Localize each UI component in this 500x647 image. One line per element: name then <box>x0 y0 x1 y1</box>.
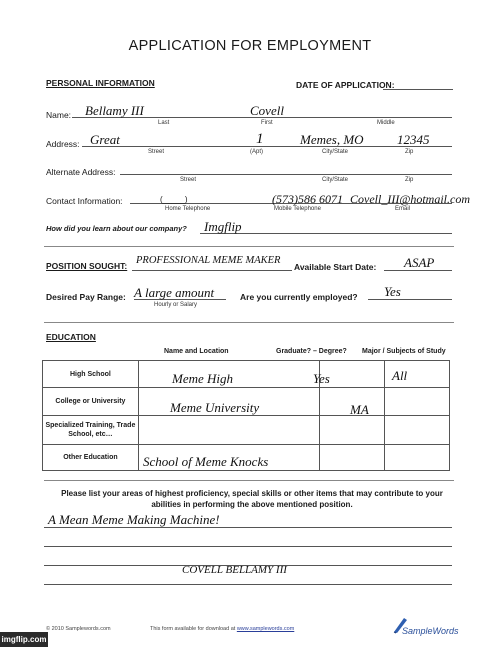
edu-high-school-grad: Yes <box>313 371 330 386</box>
apt-value: 1 <box>256 131 264 147</box>
how-learn-label: How did you learn about our company? <box>46 224 187 233</box>
position-heading: POSITION SOUGHT: <box>46 261 128 271</box>
pay-label: Desired Pay Range: <box>46 292 126 302</box>
edu-name-cell[interactable] <box>138 416 320 445</box>
email-sub: Email <box>395 206 411 212</box>
employed-line[interactable] <box>368 299 452 300</box>
name-last-sub: Last <box>158 120 170 126</box>
home-phone-blank: (_____) <box>160 195 188 204</box>
name-middle-sub: Middle <box>377 120 395 126</box>
mobile-value: (573)586 6071 <box>272 192 343 206</box>
start-date-label: Available Start Date: <box>294 262 377 272</box>
edu-row-label-text: College or University <box>55 398 126 405</box>
zip-sub: Zip <box>405 149 414 155</box>
edu-major-cell[interactable] <box>385 388 450 416</box>
section-divider <box>44 322 454 323</box>
proficiency-line[interactable] <box>44 584 452 585</box>
proficiency-line[interactable] <box>44 546 452 547</box>
mobile-sub: Mobile Telephone <box>274 206 321 212</box>
date-line[interactable] <box>383 89 453 90</box>
copyright-text: © 2010 Samplewords.com <box>46 626 111 632</box>
employed-label: Are you currently employed? <box>240 292 358 302</box>
name-first-sub: First <box>261 120 273 126</box>
edu-major-cell[interactable] <box>385 445 450 471</box>
pay-value: A large amount <box>134 285 215 300</box>
email-value: Covell_III@hotmail.com <box>350 192 471 206</box>
edu-high-school-major: All <box>392 368 408 383</box>
footer-available: This form available for download at <box>150 626 236 632</box>
edu-college-name: Meme University <box>170 400 260 415</box>
edu-col-name: Name and Location <box>164 348 229 355</box>
edu-other-name: School of Meme Knocks <box>143 454 269 469</box>
proficiency-prompt: Please list your areas of highest proficiency, special skills or other items that may contribute to your abilities in performing the above mentioned position. <box>61 489 443 509</box>
employed-value: Yes <box>384 284 401 299</box>
apt-sub: (Apt) <box>250 149 264 155</box>
education-heading: EDUCATION <box>46 332 96 342</box>
date-label: DATE OF APPLICATION: <box>296 80 395 90</box>
edu-col-grad: Graduate? – Degree? <box>276 348 347 355</box>
brand-name: SampleWords <box>402 626 459 636</box>
edu-high-school-name: Meme High <box>172 371 234 386</box>
proficiency-answer: A Mean Meme Making Machine! <box>48 512 220 527</box>
home-phone-sub: Home Telephone <box>165 206 211 212</box>
edu-grad-cell[interactable] <box>320 445 385 471</box>
edu-row-label-text: High School <box>70 370 111 378</box>
edu-row-label <box>43 445 139 471</box>
table-row <box>43 416 450 445</box>
zip-value: 12345 <box>397 132 430 147</box>
street-value: Great <box>90 132 120 147</box>
name-last-value: Bellamy III <box>85 103 144 118</box>
edu-row-label-text: Other Education <box>63 454 118 461</box>
footer-available-text <box>150 626 294 632</box>
contact-label: Contact Information: <box>46 196 123 206</box>
alt-address-line[interactable] <box>120 174 452 175</box>
city-state-sub: City/State <box>322 149 349 155</box>
section-divider <box>44 480 454 481</box>
signature: COVELL BELLAMY III <box>182 564 287 576</box>
edu-col-major: Major / Subjects of Study <box>362 348 446 355</box>
pay-sub: Hourly or Salary <box>154 302 198 308</box>
alt-zip-sub: Zip <box>405 177 414 183</box>
name-first-value: Covell <box>250 103 284 118</box>
edu-row-label <box>43 361 139 388</box>
address-label: Address: <box>46 139 80 149</box>
edu-major-cell[interactable] <box>385 416 450 445</box>
edu-row-label <box>43 416 139 445</box>
footer-url-link[interactable]: www.samplewords.com <box>236 626 295 632</box>
imgflip-watermark: imgflip.com <box>0 632 48 647</box>
alt-city-state-sub: City/State <box>322 177 349 183</box>
personal-info-heading: PERSONAL INFORMATION <box>46 78 155 88</box>
section-divider <box>44 246 454 247</box>
city-state-value: Memes, MO <box>300 132 364 147</box>
start-date-value: ASAP <box>404 255 435 270</box>
street-sub: Street <box>148 149 165 155</box>
alt-address-label: Alternate Address: <box>46 167 116 177</box>
alt-street-sub: Street <box>180 177 197 183</box>
form-title: APPLICATION FOR EMPLOYMENT <box>128 38 372 54</box>
edu-grad-cell[interactable] <box>320 416 385 445</box>
position-line[interactable] <box>132 270 292 271</box>
position-value: PROFESSIONAL MEME MAKER <box>136 255 281 266</box>
table-row <box>43 361 450 388</box>
name-label: Name: <box>46 110 72 120</box>
edu-row-label-text: Specialized Training, Trade School, etc… <box>45 422 136 438</box>
edu-college-grad: MA <box>350 402 369 417</box>
proficiency-line[interactable] <box>44 527 452 528</box>
edu-row-label <box>43 388 139 416</box>
how-learn-value: Imgflip <box>204 219 242 234</box>
